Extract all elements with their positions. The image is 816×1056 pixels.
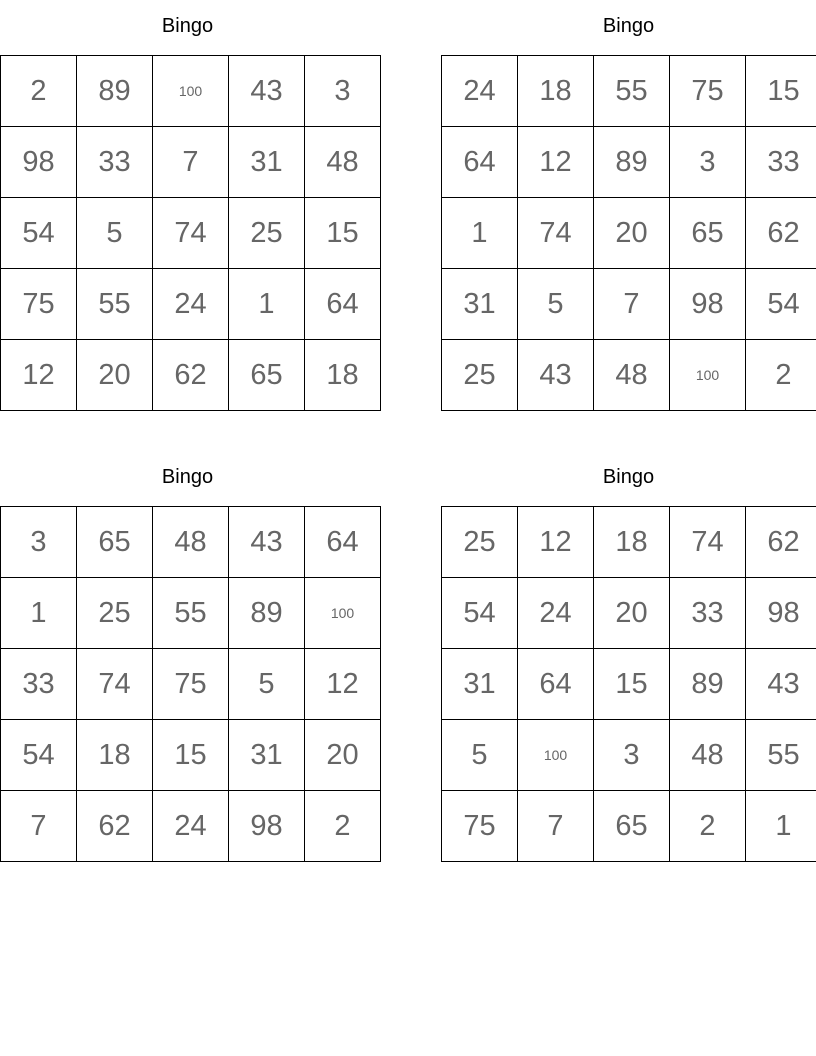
grid-row (1, 340, 381, 411)
grid-row (442, 578, 816, 649)
bingo-cell: 24 (442, 56, 518, 127)
grid-row (442, 649, 816, 720)
bingo-cell: 3 (1, 507, 77, 578)
bingo-cell: 64 (518, 649, 594, 720)
bingo-cell: 54 (746, 269, 816, 340)
bingo-cell: 31 (442, 649, 518, 720)
bingo-cell: 48 (305, 127, 381, 198)
grid-row (442, 791, 816, 862)
bingo-cell: 75 (442, 791, 518, 862)
bingo-cell: 55 (594, 56, 670, 127)
grid-row (442, 720, 816, 791)
bingo-cell: 75 (153, 649, 229, 720)
bingo-cell: 1 (442, 198, 518, 269)
bingo-grid (441, 506, 816, 862)
bingo-cell: 98 (670, 269, 746, 340)
bingo-cell: 65 (670, 198, 746, 269)
bingo-cell: 55 (153, 578, 229, 649)
bingo-cell: 62 (746, 507, 816, 578)
bingo-cell: 12 (518, 127, 594, 198)
card-title: Bingo (161, 466, 214, 488)
bingo-cell: 89 (77, 56, 153, 127)
bingo-cell: 74 (518, 198, 594, 269)
bingo-cell: 12 (518, 507, 594, 578)
bingo-cell: 75 (670, 56, 746, 127)
bingo-cell: 3 (670, 127, 746, 198)
grid-row (1, 198, 381, 269)
bingo-cell: 2 (670, 791, 746, 862)
bingo-cell: 5 (229, 649, 305, 720)
bingo-cell: 15 (594, 649, 670, 720)
bingo-cell: 33 (1, 649, 77, 720)
bingo-cell: 64 (305, 269, 381, 340)
bingo-cell: 7 (153, 127, 229, 198)
grid-row (1, 56, 381, 127)
bingo-cell: 7 (1, 791, 77, 862)
bingo-cell: 2 (1, 56, 77, 127)
bingo-cell: 5 (518, 269, 594, 340)
card-title: Bingo (602, 15, 655, 37)
bingo-cell: 100 (518, 720, 594, 791)
bingo-cell: 64 (305, 507, 381, 578)
bingo-cell: 31 (442, 269, 518, 340)
grid-row (442, 340, 816, 411)
bingo-grid (0, 506, 381, 862)
bingo-cell: 43 (518, 340, 594, 411)
bingo-cell: 24 (153, 791, 229, 862)
bingo-cell: 54 (442, 578, 518, 649)
bingo-cell: 20 (594, 198, 670, 269)
card-title: Bingo (161, 15, 214, 37)
bingo-cell: 43 (746, 649, 816, 720)
bingo-cell: 1 (1, 578, 77, 649)
bingo-cell: 64 (442, 127, 518, 198)
bingo-cell: 18 (305, 340, 381, 411)
bingo-cell: 48 (153, 507, 229, 578)
bingo-cell: 18 (77, 720, 153, 791)
bingo-cell: 12 (1, 340, 77, 411)
bingo-cell: 1 (746, 791, 816, 862)
bingo-cell: 15 (153, 720, 229, 791)
bingo-cell: 15 (305, 198, 381, 269)
grid-row (1, 269, 381, 340)
bingo-cell: 15 (746, 56, 816, 127)
bingo-cell: 55 (77, 269, 153, 340)
grid-row (442, 269, 816, 340)
bingo-cell: 12 (305, 649, 381, 720)
grid-row (442, 127, 816, 198)
bingo-cell: 65 (229, 340, 305, 411)
grid-row (1, 507, 381, 578)
bingo-cell: 7 (518, 791, 594, 862)
bingo-cell: 43 (229, 56, 305, 127)
bingo-cell: 24 (518, 578, 594, 649)
bingo-cell: 1 (229, 269, 305, 340)
bingo-cell: 89 (670, 649, 746, 720)
bingo-cell: 5 (442, 720, 518, 791)
bingo-cell: 2 (746, 340, 816, 411)
bingo-cell: 54 (1, 720, 77, 791)
bingo-cell: 62 (746, 198, 816, 269)
bingo-cell: 98 (746, 578, 816, 649)
bingo-cell: 98 (229, 791, 305, 862)
bingo-cell: 62 (153, 340, 229, 411)
bingo-cell: 18 (594, 507, 670, 578)
bingo-cell: 48 (670, 720, 746, 791)
bingo-cell: 33 (77, 127, 153, 198)
bingo-cell: 31 (229, 720, 305, 791)
bingo-cell: 33 (670, 578, 746, 649)
bingo-cell: 65 (594, 791, 670, 862)
bingo-cell: 25 (442, 507, 518, 578)
bingo-cell: 3 (305, 56, 381, 127)
bingo-cell: 62 (77, 791, 153, 862)
bingo-cell: 7 (594, 269, 670, 340)
bingo-cell: 100 (305, 578, 381, 649)
grid-row (1, 127, 381, 198)
bingo-cell: 33 (746, 127, 816, 198)
grid-row (442, 56, 816, 127)
bingo-cell: 100 (670, 340, 746, 411)
bingo-cell: 48 (594, 340, 670, 411)
bingo-cell: 98 (1, 127, 77, 198)
grid-row (1, 720, 381, 791)
bingo-cell: 74 (153, 198, 229, 269)
bingo-cell: 31 (229, 127, 305, 198)
grid-row (1, 578, 381, 649)
bingo-cell: 25 (229, 198, 305, 269)
bingo-grid (0, 55, 381, 411)
bingo-cell: 89 (594, 127, 670, 198)
grid-row (442, 198, 816, 269)
bingo-cell: 20 (77, 340, 153, 411)
bingo-cell: 20 (305, 720, 381, 791)
card-title: Bingo (602, 466, 655, 488)
grid-row (1, 791, 381, 862)
bingo-cell: 43 (229, 507, 305, 578)
bingo-cell: 55 (746, 720, 816, 791)
bingo-cell: 3 (594, 720, 670, 791)
bingo-grid (441, 55, 816, 411)
bingo-cell: 18 (518, 56, 594, 127)
bingo-cell: 74 (670, 507, 746, 578)
bingo-cell: 100 (153, 56, 229, 127)
bingo-cell: 65 (77, 507, 153, 578)
grid-row (442, 507, 816, 578)
bingo-cell: 89 (229, 578, 305, 649)
bingo-cell: 24 (153, 269, 229, 340)
bingo-cell: 54 (1, 198, 77, 269)
bingo-cell: 75 (1, 269, 77, 340)
bingo-cell: 25 (442, 340, 518, 411)
bingo-cell: 5 (77, 198, 153, 269)
bingo-cell: 74 (77, 649, 153, 720)
bingo-cell: 2 (305, 791, 381, 862)
grid-row (1, 649, 381, 720)
bingo-cell: 25 (77, 578, 153, 649)
bingo-cell: 20 (594, 578, 670, 649)
